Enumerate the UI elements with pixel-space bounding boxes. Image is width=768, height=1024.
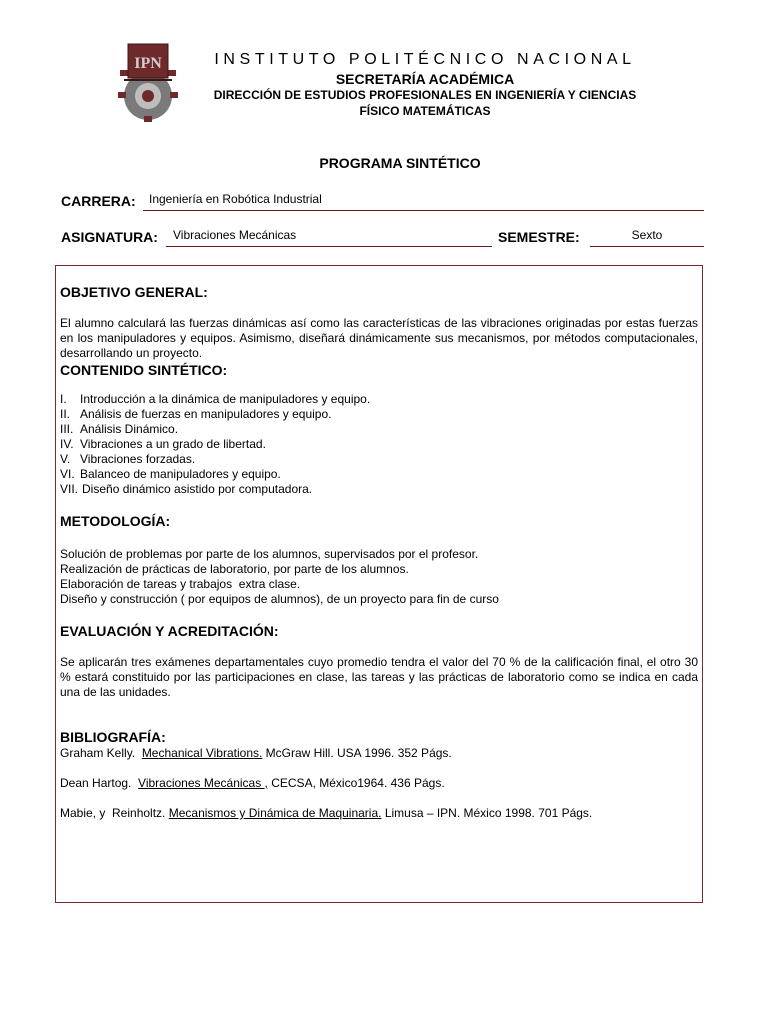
bibliography-entry: Mabie, y Reinholtz. Mecanismos y Dinámica de Maquinaria. Limusa – IPN. México 1998. 701 Págs. bbox=[60, 806, 593, 820]
carrera-field bbox=[143, 192, 704, 211]
contenido-list bbox=[60, 392, 698, 497]
metodologia-list bbox=[60, 547, 698, 607]
book-title: Mecanismos y Dinámica de Maquinaria. bbox=[168, 806, 382, 820]
semestre-field bbox=[590, 228, 704, 247]
carrera-value: Ingeniería en Robótica Industrial bbox=[149, 192, 322, 206]
semestre-value: Sexto bbox=[631, 228, 663, 242]
bibliografia-heading: BIBLIOGRAFÍA: bbox=[60, 729, 166, 745]
list-item: VII. Diseño dinámico asistido por computadora. bbox=[60, 482, 313, 496]
secretariat-name: SECRETARÍA ACADÉMICA bbox=[335, 71, 515, 87]
list-item: II. Análisis de fuerzas en manipuladores y equipo. bbox=[60, 407, 332, 421]
contenido-heading: CONTENIDO SINTÉTICO: bbox=[60, 362, 228, 378]
asignatura-field bbox=[166, 228, 492, 247]
metodologia-heading: METODOLOGÍA: bbox=[60, 513, 171, 529]
list-item: I. Introducción a la dinámica de manipuladores y equipo. bbox=[60, 392, 371, 406]
book-title: Vibraciones Mecánicas , bbox=[138, 776, 268, 790]
document-title: PROGRAMA SINTÉTICO bbox=[319, 155, 481, 171]
evaluacion-text: Se aplicarán tres exámenes departamentales cuyo promedio tendra el valor del 70 % de la calificación final, el otro 30 % estará constituido por las participaciones en clase, las tareas y las prácticas de laboratorio como se indica en cada una de las unidades. bbox=[60, 655, 698, 699]
objetivo-text: El alumno calculará las fuerzas dinámicas así como las características de las vibraciones originadas por estas fuerzas en los manipuladores y equipos. Asimismo, diseñará dinámicamente sus mecanismos, por métodos computacionales, desarrollando un proyecto. bbox=[60, 316, 698, 360]
list-item: IV. Vibraciones a un grado de libertad. bbox=[60, 437, 266, 451]
list-item: III. Análisis Dinámico. bbox=[60, 422, 179, 436]
asignatura-value: Vibraciones Mecánicas bbox=[173, 228, 297, 242]
evaluacion-heading: EVALUACIÓN Y ACREDITACIÓN: bbox=[60, 623, 279, 639]
institution-name: INSTITUTO POLITÉCNICO NACIONAL bbox=[214, 51, 636, 68]
direction-line-1: DIRECCIÓN DE ESTUDIOS PROFESIONALES EN INGENIERÍA Y CIENCIAS bbox=[213, 88, 637, 102]
book-title: Mechanical Vibrations. bbox=[141, 746, 263, 760]
ipn-logo bbox=[116, 40, 180, 124]
list-item: VI. Balanceo de manipuladores y equipo. bbox=[60, 467, 281, 481]
list-item: Solución de problemas por parte de los alumnos, supervisados por el profesor. bbox=[60, 547, 479, 561]
semestre-label: SEMESTRE: bbox=[498, 229, 580, 245]
list-item: Elaboración de tareas y trabajos extra clase. bbox=[60, 577, 301, 591]
list-item: Realización de prácticas de laboratorio, por parte de los alumnos. bbox=[60, 562, 409, 576]
carrera-label: CARRERA: bbox=[61, 193, 136, 209]
bibliography-entry: Graham Kelly. Mechanical Vibrations. McGraw Hill. USA 1996. 352 Págs. bbox=[60, 746, 452, 760]
bibliography-entry: Dean Hartog. Vibraciones Mecánicas , CECSA, México1964. 436 Págs. bbox=[60, 776, 445, 790]
list-item: V. Vibraciones forzadas. bbox=[60, 452, 196, 466]
logo-text: IPN bbox=[134, 55, 162, 72]
asignatura-label: ASIGNATURA: bbox=[61, 229, 158, 245]
objetivo-heading: OBJETIVO GENERAL: bbox=[60, 284, 208, 300]
list-item: Diseño y construcción ( por equipos de alumnos), de un proyecto para fin de curso bbox=[60, 592, 499, 606]
direction-line-2: FÍSICO MATEMÁTICAS bbox=[359, 104, 491, 118]
